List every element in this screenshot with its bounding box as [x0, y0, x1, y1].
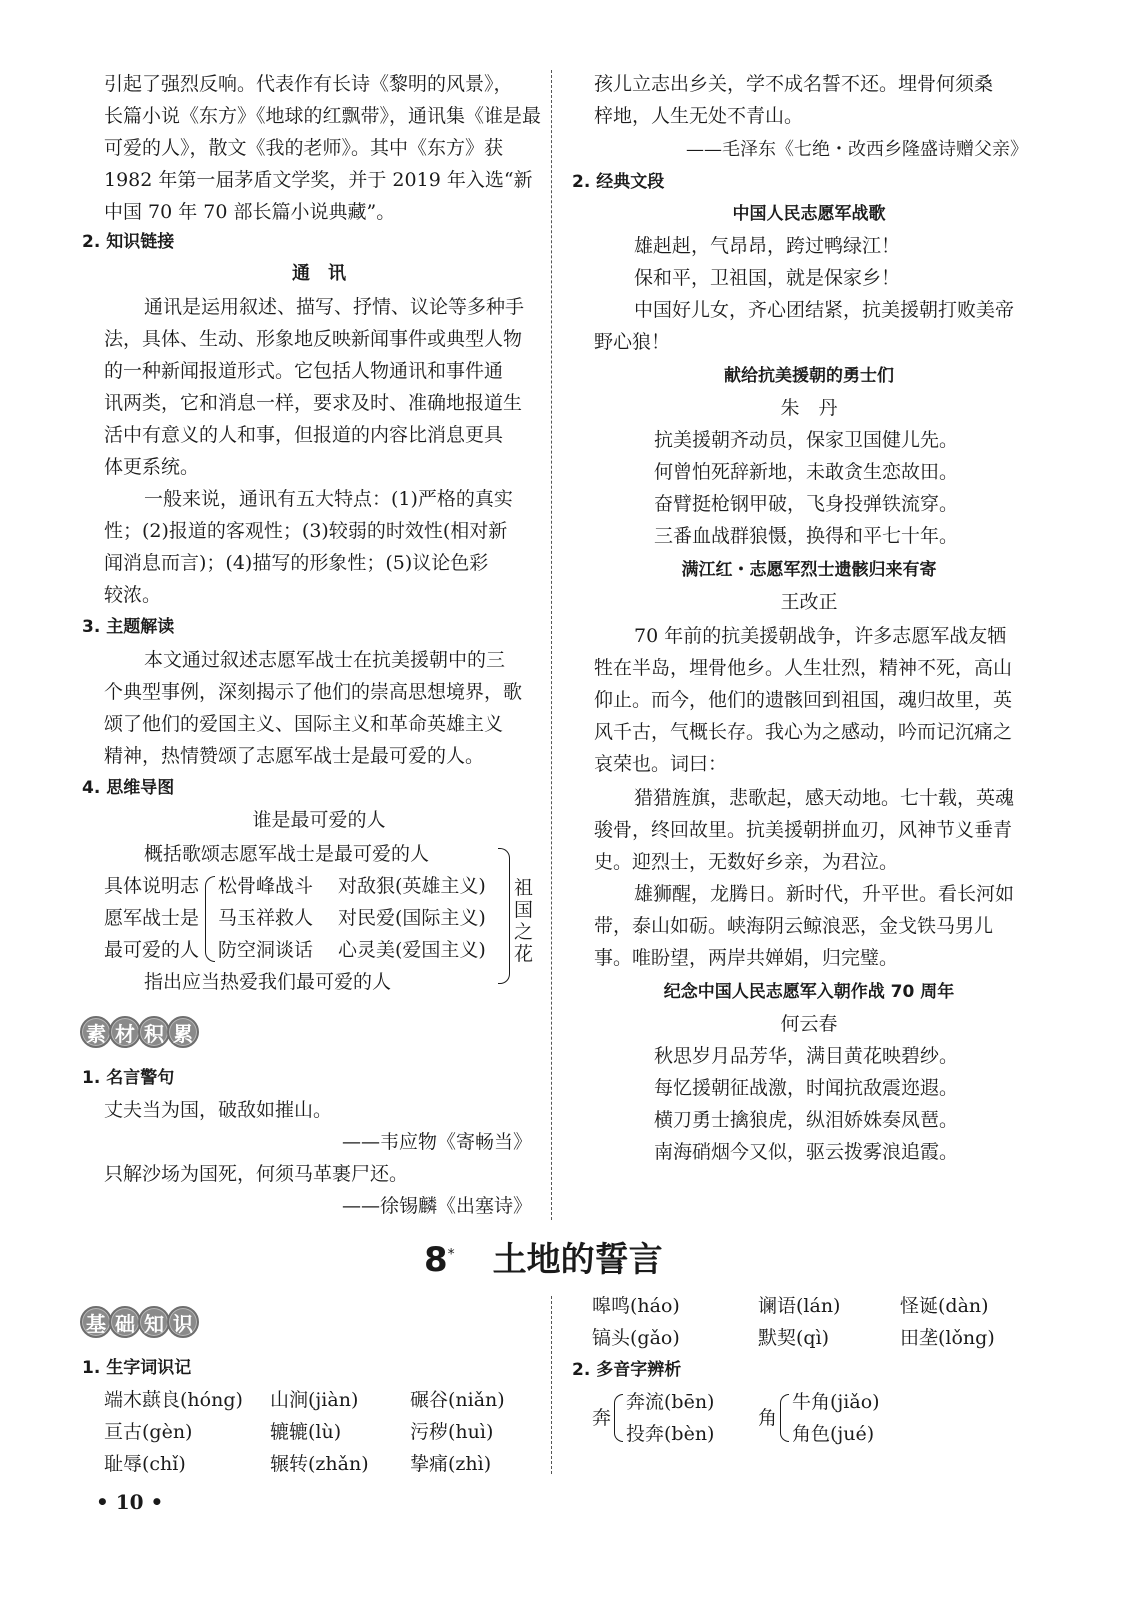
badge-char: 基	[80, 1306, 112, 1338]
tongxun-para2-line-3: 闻消息而言)；(4)描写的形象性；(5)议论色彩	[104, 552, 489, 574]
badge-char: 识	[167, 1306, 199, 1338]
mindmap-title: 谁是最可爱的人	[252, 809, 386, 831]
poem2-author: 朱 丹	[780, 397, 838, 419]
badge-char: 素	[80, 1016, 112, 1048]
poem4-title: 纪念中国人民志愿军入朝作战 70 周年	[663, 982, 955, 1002]
poem4-line-3: 横刀勇士擒狼虎，纵泪娇姝奏凤琶。	[654, 1109, 959, 1131]
lesson-title: 土地的誓言	[492, 1240, 663, 1280]
intro-line-4: 1982 年第一届茅盾文学奖，并于 2019 年入选“新	[104, 169, 533, 191]
poem2-line-4: 三番血战群狼慑，换得和平七十年。	[654, 525, 959, 547]
vocab-item: 谰语(lán)	[758, 1295, 841, 1317]
vocab-item: 嗥鸣(háo)	[592, 1295, 680, 1317]
vocab-item: 挚痛(zhì)	[410, 1453, 492, 1475]
page-number: • 10 •	[96, 1490, 164, 1514]
theme-line-3: 颂了他们的爱国主义、国际主义和革命英雄主义	[104, 713, 504, 735]
mindmap-meaning-3: 心灵美(爱国主义)	[338, 939, 486, 961]
vocab-item: 辗转(zhǎn)	[270, 1453, 369, 1475]
lesson-number: 8	[424, 1240, 448, 1280]
mindmap-meaning-2: 对民爱(国际主义)	[338, 907, 486, 929]
column-divider-top	[551, 70, 552, 1220]
polyphone-brace-ben	[614, 1394, 623, 1442]
badge-char: 知	[138, 1306, 170, 1338]
section-title-tongxun: 通 讯	[292, 263, 346, 284]
song-line-1: 雄赳赳，气昂昂，跨过鸭绿江！	[634, 235, 901, 257]
polyphone-item: 投奔(bèn)	[626, 1423, 715, 1445]
poem4-line-4: 南海硝烟今又似，驱云拨雾浪追霞。	[654, 1141, 959, 1163]
mindmap-event-1: 松骨峰战斗	[218, 875, 314, 897]
section-badge-basics	[80, 1302, 196, 1342]
tongxun-para2-line-2: 性；(2)报道的客观性；(3)较弱的时效性(相对新	[104, 520, 508, 542]
poem3-body2-line-3: 事。唯盼望，两岸共婵娟，归完璧。	[594, 947, 899, 969]
section-heading-polyphone: 2. 多音字辨析	[572, 1360, 682, 1380]
vocab-item: 端木蕻良(hóng)	[104, 1389, 243, 1411]
badge-char: 积	[138, 1016, 170, 1048]
vocab-item: 碾谷(niǎn)	[410, 1389, 505, 1411]
poem3-body1-line-1: 猎猎旌旗，悲歌起，感天动地。七十载，英魂	[634, 787, 1015, 809]
mindmap-outer-brace	[498, 848, 510, 984]
poem3-preface-line-2: 牲在半岛，埋骨他乡。人生壮烈，精神不死，高山	[594, 657, 1013, 679]
vocab-item: 田垄(lǒng)	[900, 1327, 995, 1349]
poem3-preface-line-5: 哀荣也。词曰：	[594, 753, 728, 775]
vocab-item: 亘古(gèn)	[104, 1421, 193, 1443]
polyphone-char-ben: 奔	[592, 1407, 612, 1429]
vocab-item: 怪诞(dàn)	[900, 1295, 989, 1317]
mindmap-event-3: 防空洞谈话	[218, 939, 314, 961]
poem2-line-2: 何曾怕死辞新地，未敢贪生恋故田。	[654, 461, 959, 483]
column-divider-bottom	[551, 1296, 552, 1474]
vocab-item: 镐头(gǎo)	[592, 1327, 680, 1349]
mindmap-top-branch: 概括歌颂志愿军战士是最可爱的人	[144, 843, 430, 865]
poem4-author: 何云春	[780, 1013, 838, 1035]
poem3-body2-line-2: 带，泰山如砺。峡海阴云鲸浪恶，金戈铁马男儿	[594, 915, 994, 937]
quote-2-source: ——徐锡麟《出塞诗》	[341, 1195, 532, 1217]
intro-line-2: 长篇小说《东方》《地球的红飘带》，通讯集《谁是最	[104, 105, 542, 127]
mindmap-meaning-1: 对敌狠(英雄主义)	[338, 875, 486, 897]
theme-line-2: 个典型事例，深刻揭示了他们的崇高思想境界，歌	[104, 681, 523, 703]
intro-line-5: 中国 70 年 70 部长篇小说典藏”。	[104, 201, 396, 223]
poem3-body1-line-3: 史。迎烈士，无数好乡亲，为君泣。	[594, 851, 899, 873]
song-line-3: 中国好儿女，齐心团结紧，抗美援朝打败美帝	[634, 299, 1015, 321]
poem3-body2-line-1: 雄狮醒，龙腾日。新时代，升平世。看长河如	[634, 883, 1015, 905]
section-heading-mindmap: 4. 思维导图	[82, 778, 175, 798]
song-line-4: 野心狼！	[594, 331, 671, 353]
mindmap-side-char-2: 国	[514, 899, 534, 921]
poem-source: ——毛泽东《七绝・改西乡隆盛诗赠父亲》	[686, 139, 1028, 160]
tongxun-para2-line-1: 一般来说，通讯有五大特点：(1)严格的真实	[144, 488, 513, 510]
mindmap-left-line-3: 最可爱的人	[104, 939, 200, 961]
quote-1: 丈夫当为国，破敌如摧山。	[104, 1099, 333, 1121]
badge-char: 础	[109, 1306, 141, 1338]
mindmap-side-char-4: 花	[514, 943, 534, 965]
tongxun-para1-line-1: 通讯是运用叙述、描写、抒情、议论等多种手	[144, 296, 525, 318]
section-heading-knowledge: 2. 知识链接	[82, 232, 175, 252]
poem3-preface-line-1: 70 年前的抗美援朝战争，许多志愿军战友牺	[634, 625, 1007, 647]
poem4-line-2: 每忆援朝征战激，时闻抗敌震迩遐。	[654, 1077, 959, 1099]
section-badge-material	[80, 1012, 196, 1052]
mindmap-inner-brace	[205, 876, 215, 962]
polyphone-brace-jiao	[780, 1394, 789, 1442]
vocab-item: 污秽(huì)	[410, 1421, 494, 1443]
quote-2: 只解沙场为国死，何须马革裹尸还。	[104, 1163, 409, 1185]
mindmap-left-line-2: 愿军战士是	[104, 907, 200, 929]
right-column	[560, 0, 1139, 1220]
tongxun-para1-line-6: 体更系统。	[104, 456, 200, 478]
polyphone-item: 牛角(jiǎo)	[792, 1391, 880, 1413]
polyphone-char-jiao: 角	[758, 1407, 778, 1429]
theme-line-4: 精神，热情赞颂了志愿军战士是最可爱的人。	[104, 745, 485, 767]
polyphone-item: 角色(jué)	[792, 1423, 875, 1445]
tongxun-para1-line-4: 讯两类，它和消息一样，要求及时、准确地报道生	[104, 392, 523, 414]
intro-line-3: 可爱的人》，散文《我的老师》。其中《东方》获	[104, 137, 504, 159]
mindmap-side-char-1: 祖	[514, 877, 534, 899]
poem2-line-1: 抗美援朝齐动员，保家卫国健儿先。	[654, 429, 959, 451]
mindmap-side-char-3: 之	[514, 921, 534, 943]
vocab-item: 山涧(jiàn)	[270, 1389, 359, 1411]
section-heading-classics: 2. 经典文段	[572, 172, 665, 192]
poem4-line-1: 秋思岁月品芳华，满目黄花映碧纱。	[654, 1045, 959, 1067]
poem3-title: 满江红・志愿军烈士遗骸归来有寄	[681, 560, 937, 580]
vocab-item: 辘辘(lù)	[270, 1421, 342, 1443]
poem-line-1: 孩儿立志出乡关，学不成名誓不还。埋骨何须桑	[594, 73, 994, 95]
theme-line-1: 本文通过叙述志愿军战士在抗美援朝中的三	[144, 649, 506, 671]
tongxun-para2-line-4: 较浓。	[104, 584, 162, 606]
vocab-item: 耻辱(chǐ)	[104, 1453, 186, 1475]
badge-char: 材	[109, 1016, 141, 1048]
badge-char: 累	[167, 1016, 199, 1048]
tongxun-para1-line-2: 法，具体、生动、形象地反映新闻事件或典型人物	[104, 328, 523, 350]
quote-1-source: ——韦应物《寄畅当》	[341, 1131, 532, 1153]
tongxun-para1-line-5: 活中有意义的人和事，但报道的内容比消息更具	[104, 424, 504, 446]
vocab-item: 默契(qì)	[758, 1327, 830, 1349]
section-heading-quotes: 1. 名言警句	[82, 1068, 175, 1088]
lesson-mark: *	[447, 1246, 455, 1263]
lesson-title-block	[424, 1232, 663, 1281]
section-heading-vocab: 1. 生字词识记	[82, 1358, 192, 1378]
mindmap-event-2: 马玉祥救人	[218, 907, 314, 929]
polyphone-item: 奔流(bēn)	[626, 1391, 715, 1413]
poem3-author: 王改正	[780, 591, 838, 613]
poem2-line-3: 奋臂挺枪钢甲破，飞身投弹铁流穿。	[654, 493, 959, 515]
poem2-title: 献给抗美援朝的勇士们	[724, 366, 894, 386]
mindmap-bottom-branch: 指出应当热爱我们最可爱的人	[144, 971, 392, 993]
song-title: 中国人民志愿军战歌	[732, 204, 886, 224]
poem3-preface-line-4: 风千古，气概长存。我心为之感动，吟而记沉痛之	[594, 721, 1013, 743]
section-heading-theme: 3. 主题解读	[82, 617, 175, 637]
intro-line-1: 引起了强烈反响。代表作有长诗《黎明的风景》，	[104, 73, 513, 95]
tongxun-para1-line-3: 的一种新闻报道形式。它包括人物通讯和事件通	[104, 360, 504, 382]
poem3-body1-line-2: 骏骨，终回故里。抗美援朝拼血刃，风神节义垂青	[594, 819, 1013, 841]
left-column	[0, 0, 560, 1220]
song-line-2: 保和平，卫祖国，就是保家乡！	[634, 267, 901, 289]
poem3-preface-line-3: 仰止。而今，他们的遗骸回到祖国，魂归故里，英	[594, 689, 1013, 711]
mindmap-left-line-1: 具体说明志	[104, 875, 200, 897]
poem-line-2: 梓地，人生无处不青山。	[594, 105, 804, 127]
